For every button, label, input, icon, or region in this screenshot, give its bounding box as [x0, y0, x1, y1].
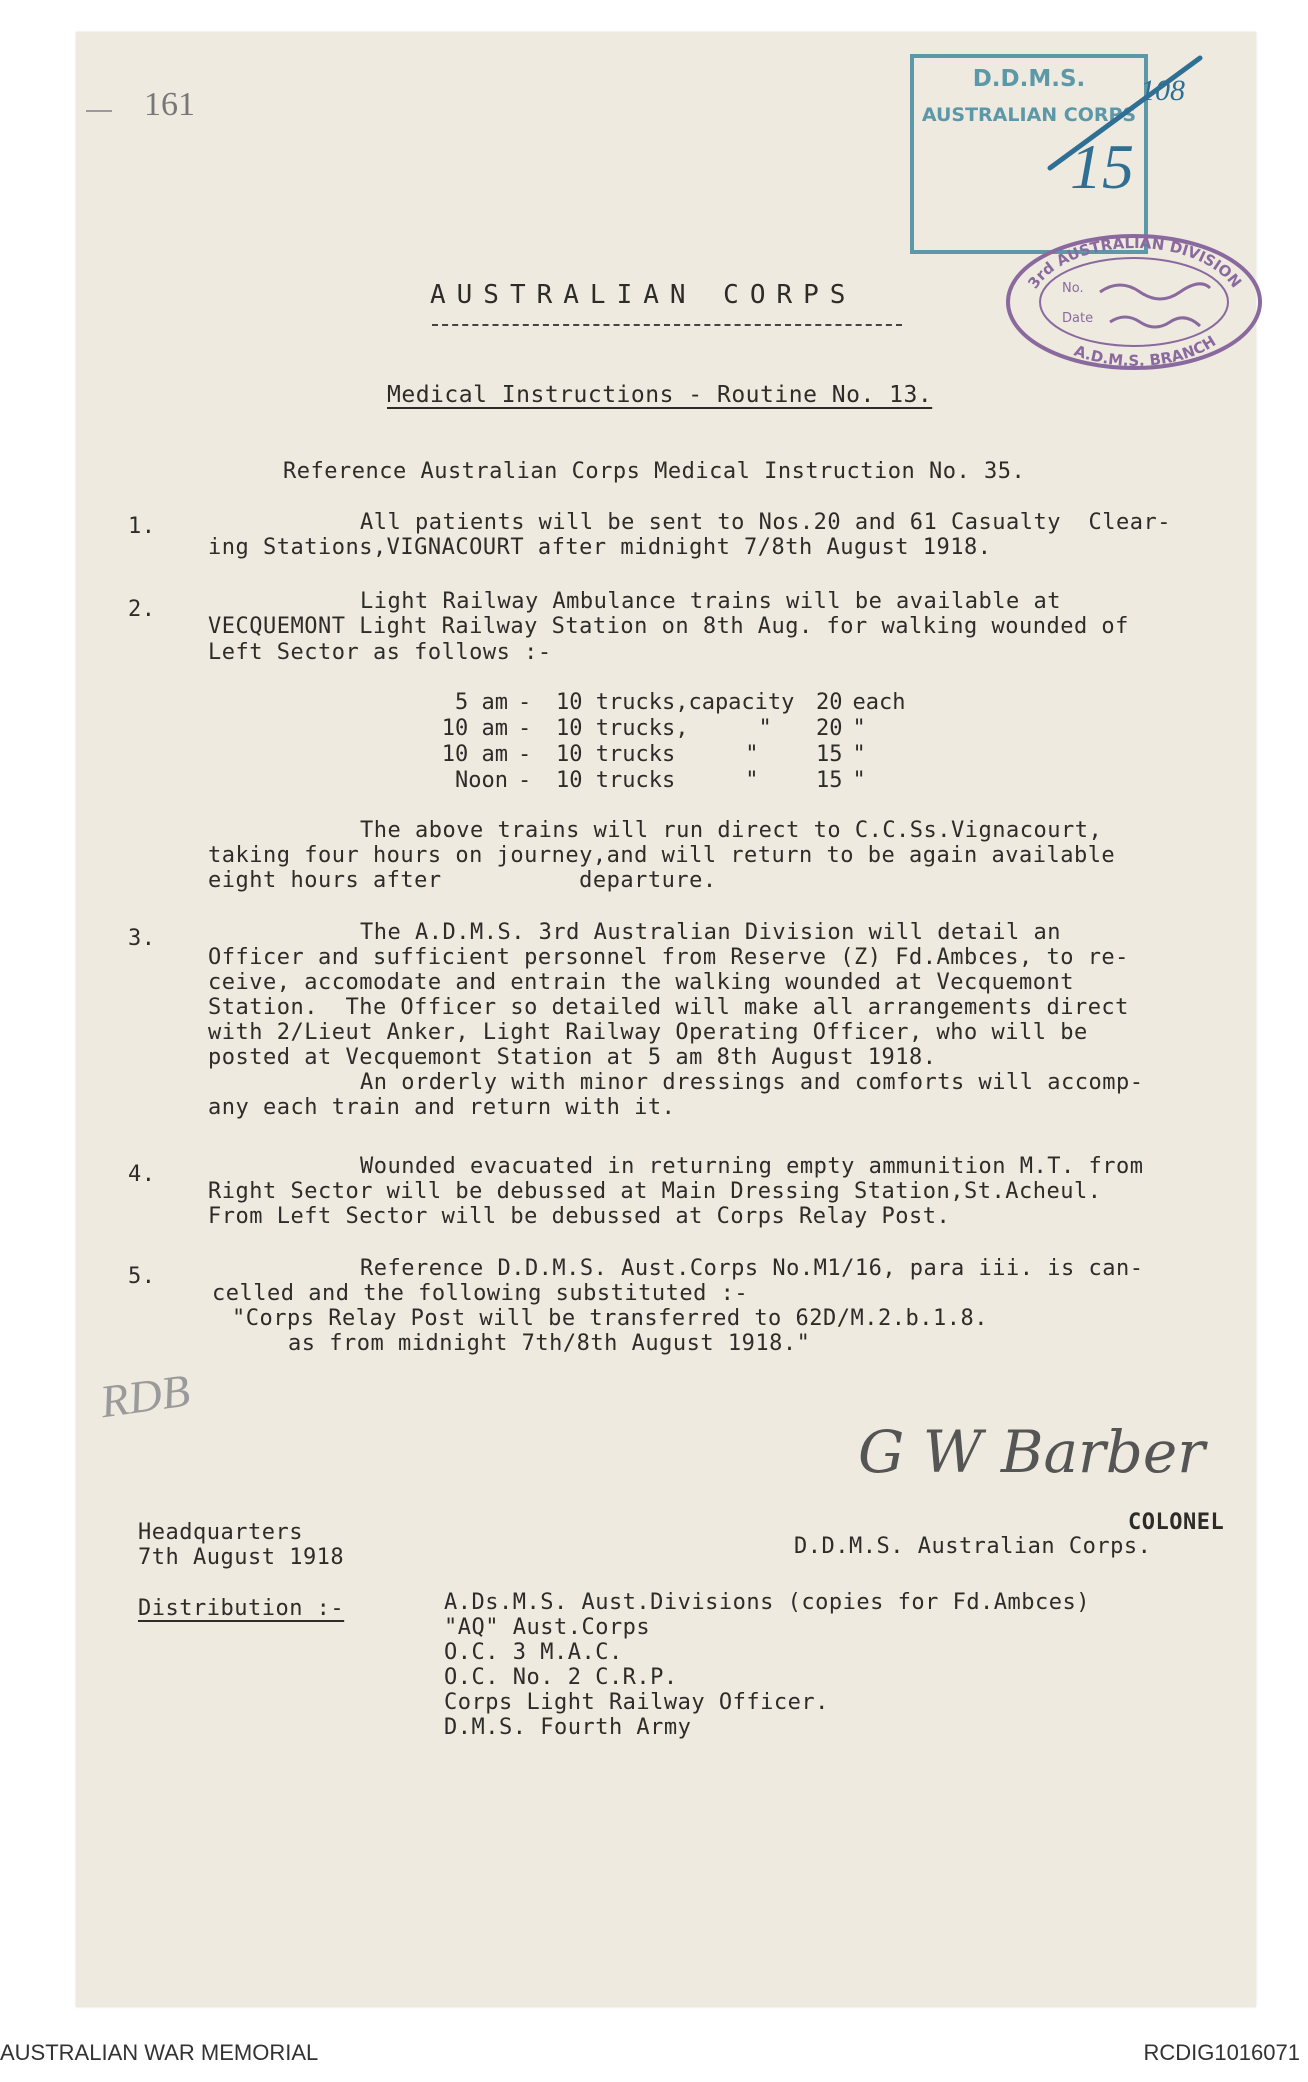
document-title: AUSTRALIAN CORPS: [430, 280, 857, 310]
document-subtitle: Medical Instructions - Routine No. 13.: [387, 382, 933, 408]
paragraph-line: posted at Vecquemont Station at 5 am 8th August 1918.: [208, 1045, 937, 1070]
paragraph-line: Left Sector as follows :-: [208, 640, 552, 665]
schedule-ditto: ": [852, 742, 866, 767]
footer-source: AUSTRALIAN WAR MEMORIAL: [0, 2040, 319, 2065]
paragraph-number: 2.: [128, 597, 156, 622]
paragraph-line: Officer and sufficient personnel from Reserve (Z) Fd.Ambces, to re-: [208, 945, 1129, 970]
title-underline: [432, 324, 902, 326]
stamp-inner-ring: [1040, 258, 1228, 346]
paragraph-line: as from midnight 7th/8th August 1918.": [288, 1331, 811, 1356]
paragraph-line: ceive, accomodate and entrain the walking wounded at Vecquemont: [208, 970, 1074, 995]
schedule-trucks: 10 trucks ": [556, 768, 759, 793]
paragraph-line: taking four hours on journey,and will return to be again available: [208, 843, 1116, 868]
paragraph-line: celled and the following substituted :-: [212, 1281, 749, 1306]
paragraph-line: Wounded evacuated in returning empty ammunition M.T. from: [360, 1154, 1144, 1179]
paragraph-line: Light Railway Ambulance trains will be available at: [360, 589, 1062, 614]
paragraph-number: 3.: [128, 926, 156, 951]
paragraph-line: eight hours after departure.: [208, 868, 717, 893]
paragraph-line: with 2/Lieut Anker, Light Railway Operating Officer, who will be: [208, 1020, 1088, 1045]
schedule-dash: -: [518, 690, 532, 715]
distribution-item: A.Ds.M.S. Aust.Divisions (copies for Fd.Ambces): [444, 1590, 1091, 1615]
signature-text: G W Barber: [858, 1418, 1205, 1486]
stamp-handwriting: [1110, 317, 1200, 327]
schedule-time: 5 am: [455, 690, 508, 715]
distribution-label: Distribution :-: [138, 1596, 345, 1621]
paragraph-number: 1.: [128, 514, 156, 539]
handwritten-annotation: [1040, 38, 1240, 218]
schedule-capacity: 15: [816, 742, 843, 767]
paragraph-line: "Corps Relay Post will be transferred to 62D/M.2.b.1.8.: [232, 1306, 988, 1331]
distribution-item: "AQ" Aust.Corps: [444, 1615, 651, 1640]
distribution-item: Corps Light Railway Officer.: [444, 1690, 829, 1715]
schedule-row: [416, 768, 915, 794]
headquarters-label: Headquarters: [138, 1520, 303, 1545]
schedule-trucks: 10 trucks,capacity: [556, 690, 795, 715]
distribution-item: D.M.S. Fourth Army: [444, 1715, 692, 1740]
stamp-ring-text: 3rd AUSTRALIAN DIVISION: [1024, 233, 1246, 292]
stamp-no-label: No.: [1062, 281, 1084, 296]
handwritten-15: 15: [1070, 131, 1134, 202]
paragraph-line: All patients will be sent to Nos.20 and 61 Casualty Clear-: [360, 510, 1171, 535]
schedule-trucks: 10 trucks ": [556, 742, 759, 767]
paragraph-line: any each train and return with it.: [208, 1095, 676, 1120]
distribution-item: O.C. No. 2 C.R.P.: [444, 1665, 678, 1690]
paragraph-line: ing Stations,VIGNACOURT after midnight 7/8th August 1918.: [208, 535, 992, 560]
schedule-capacity: 20: [816, 716, 843, 741]
stamp-line-2: AUSTRALIAN CORPS: [921, 104, 1137, 126]
stamp-date-label: Date: [1062, 311, 1094, 326]
schedule-ditto: ": [852, 716, 866, 741]
margin-mark: [86, 110, 112, 112]
paragraph-line: The A.D.M.S. 3rd Australian Division will detail an: [360, 920, 1062, 945]
stamp-outer-ring: [1008, 233, 1260, 368]
paragraph-line: An orderly with minor dressings and comforts will accomp-: [360, 1070, 1144, 1095]
schedule-row: [416, 716, 915, 742]
headquarters-date: 7th August 1918: [138, 1545, 345, 1570]
paragraph-line: Reference D.D.M.S. Aust.Corps No.M1/16, para iii. is can-: [360, 1256, 1144, 1281]
stamp-handwriting: [1100, 284, 1210, 299]
schedule-time: 10 am: [441, 742, 508, 767]
paragraph-line: From Left Sector will be debussed at Corps Relay Post.: [208, 1204, 951, 1229]
footer-id: RCDIG1016071: [1143, 2040, 1300, 2065]
schedule-capacity: 15: [816, 768, 843, 793]
reference-line: Reference Australian Corps Medical Instruction No. 35.: [283, 459, 1026, 484]
schedule-row: [416, 742, 915, 768]
signature-rank: COLONEL: [1128, 1510, 1225, 1535]
paragraph-line: VECQUEMONT Light Railway Station on 8th Aug. for walking wounded of: [208, 614, 1129, 639]
schedule-dash: -: [518, 716, 532, 741]
signature: [850, 1394, 1210, 1504]
pencil-initials: [94, 1348, 214, 1438]
schedule-trucks: 10 trucks, ": [556, 716, 772, 741]
schedule-row: [416, 690, 915, 716]
paragraph-line: Station. The Officer so detailed will make all arrangements direct: [208, 995, 1129, 1020]
schedule-time: 10 am: [441, 716, 508, 741]
schedule-dash: -: [518, 742, 532, 767]
train-schedule: [416, 690, 915, 794]
schedule-time: Noon: [455, 768, 508, 793]
stamp-bottom-text: A.D.M.S. BRANCH: [1071, 331, 1220, 370]
stamp-line-1: D.D.M.S.: [972, 66, 1086, 92]
schedule-capacity: 20: [816, 690, 843, 715]
paragraph-line: Right Sector will be debussed at Main Dressing Station,St.Acheul.: [208, 1179, 1102, 1204]
schedule-ditto: ": [852, 768, 866, 793]
paragraph-number: 5.: [128, 1264, 156, 1289]
folio-number: 161: [144, 86, 195, 123]
schedule-dash: -: [518, 768, 532, 793]
distribution-item: O.C. 3 M.A.C.: [444, 1640, 623, 1665]
handwritten-108: 108: [1140, 74, 1185, 107]
admS-oval-stamp: [1000, 230, 1265, 375]
signature-title: D.D.M.S. Australian Corps.: [794, 1534, 1152, 1559]
schedule-each: each: [852, 690, 906, 715]
paragraph-line: The above trains will run direct to C.C.Ss.Vignacourt,: [360, 818, 1103, 843]
paragraph-number: 4.: [128, 1162, 156, 1187]
pencil-note: RDB: [97, 1364, 193, 1428]
